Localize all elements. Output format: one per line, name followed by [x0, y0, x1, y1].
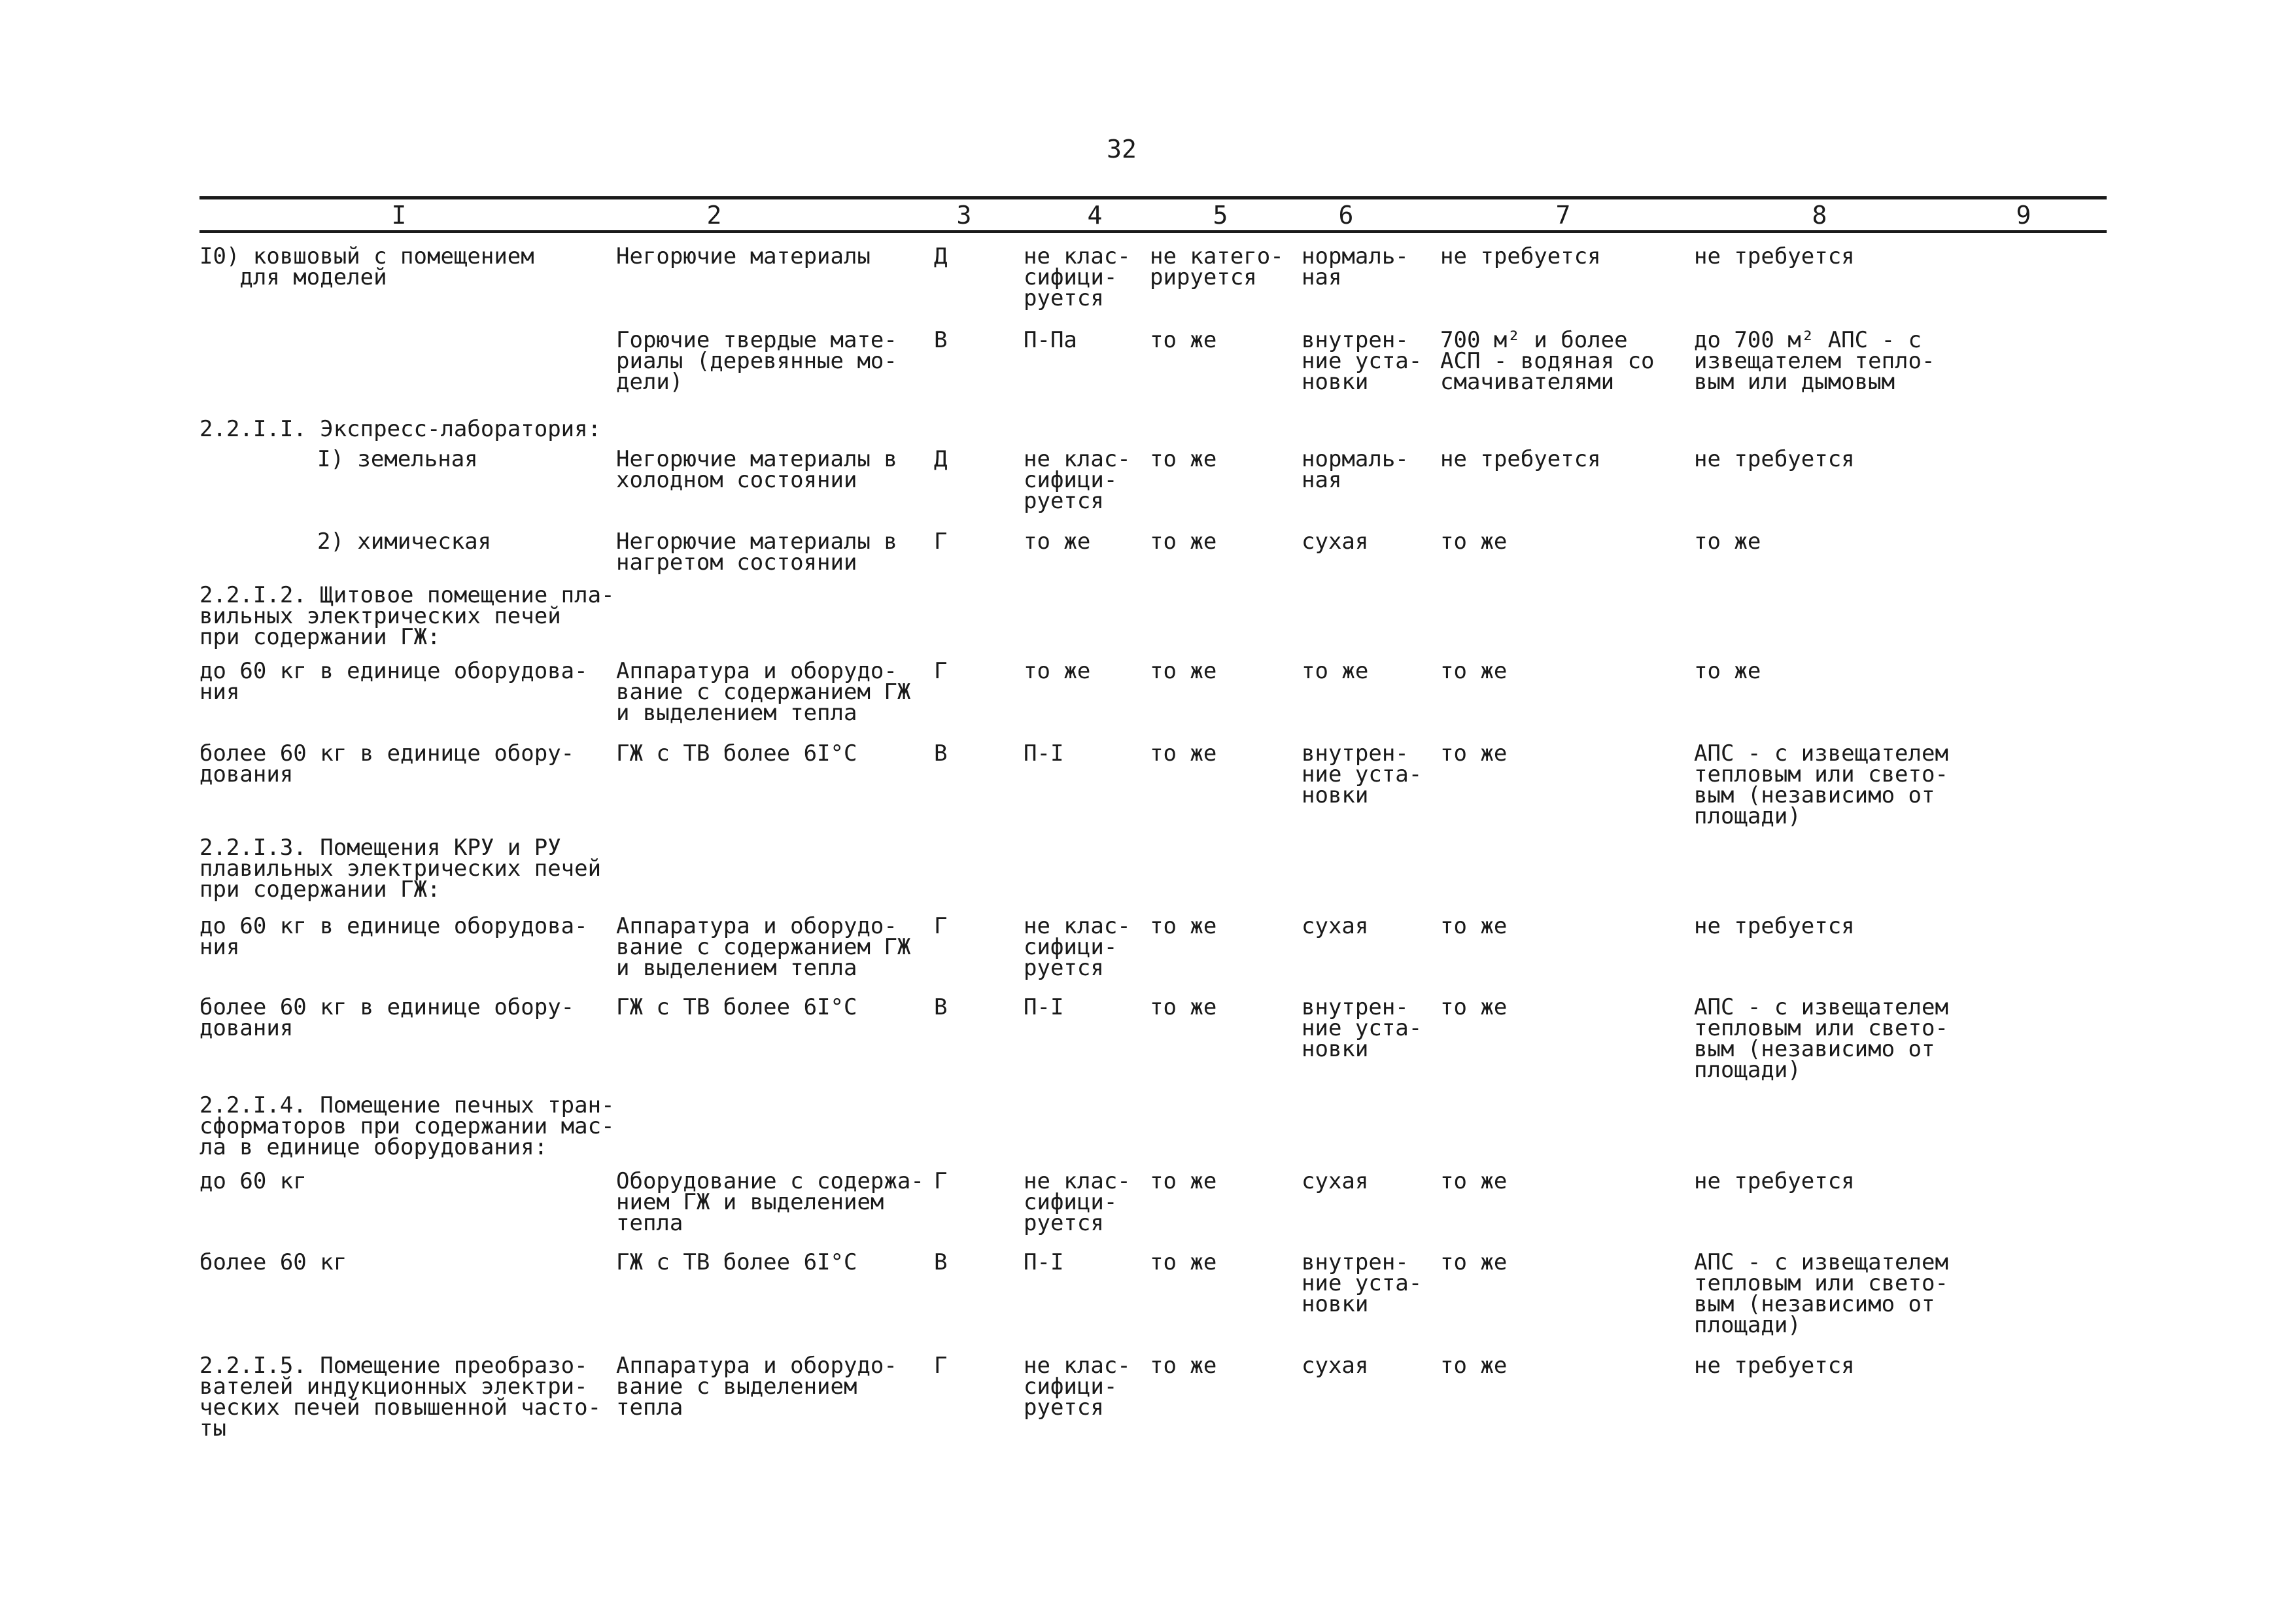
cell-col-6: внутрен- ние уста- новки [1302, 994, 1423, 1062]
cell-category: В [934, 1249, 948, 1275]
cell-zone-class: П-I [1024, 994, 1064, 1020]
cell-extinguishing: 700 м² и более АСП - водяная со смачивателями [1440, 327, 1655, 395]
cell-category: Г [934, 528, 948, 555]
cell-extinguishing: не требуется [1440, 243, 1601, 269]
cell-room: более 60 кг в единице обору- дования [199, 740, 575, 787]
table-header-bottom-rule [199, 230, 2107, 233]
page-number: 32 [1107, 135, 1137, 164]
cell-col-6: внутрен- ние уста- новки [1302, 740, 1423, 808]
cell-material: Негорючие материалы в нагретом состоянии [616, 528, 897, 576]
cell-room: до 60 кг [199, 1168, 307, 1194]
cell-col-5: то же [1150, 740, 1217, 767]
cell-category: Д [934, 243, 948, 269]
cell-extinguishing: не требуется [1440, 446, 1601, 472]
cell-room: до 60 кг в единице оборудова- ния [199, 658, 588, 705]
cell-col-5: не катего- рируется [1150, 243, 1284, 290]
cell-extinguishing: то же [1440, 740, 1508, 767]
cell-zone-class: не клас- сифици- руется [1024, 243, 1131, 311]
cell-room: 2) химическая [317, 528, 492, 555]
cell-alarm: АПС - с извещателем тепловым или свето- вым (независимо от площади) [1694, 740, 1948, 829]
table-body [0, 243, 2295, 1447]
cell-material: ГЖ с ТВ более 6I°С [616, 740, 857, 767]
table-row [0, 1249, 2295, 1355]
cell-category: Д [934, 446, 948, 472]
cell-col-5: то же [1150, 994, 1217, 1020]
cell-alarm: то же [1694, 528, 1761, 555]
cell-zone-class: то же [1024, 528, 1091, 555]
cell-col-5: то же [1150, 1168, 1217, 1194]
cell-room: до 60 кг в единице оборудова- ния [199, 913, 588, 960]
column-header-row [0, 200, 2295, 230]
table-row [0, 243, 2295, 330]
cell-zone-class: не клас- сифици- руется [1024, 446, 1131, 514]
table-row [0, 740, 2295, 837]
cell-col-6: сухая [1302, 1168, 1369, 1194]
cell-material: Аппаратура и оборудо- вание с содержанием ГЖ и выделением тепла [616, 913, 911, 981]
cell-extinguishing: то же [1440, 658, 1508, 684]
cell-alarm: не требуется [1694, 913, 1855, 939]
cell-material: Аппаратура и оборудо- вание с выделением тепла [616, 1353, 897, 1421]
cell-col-6: внутрен- ние уста- новки [1302, 1249, 1423, 1317]
cell-category: В [934, 740, 948, 767]
cell-col-6: нормаль- ная [1302, 243, 1409, 290]
cell-alarm: не требуется [1694, 1168, 1855, 1194]
cell-alarm: то же [1694, 658, 1761, 684]
cell-material: ГЖ с ТВ более 6I°С [616, 994, 857, 1020]
cell-material: Оборудование с содержа- нием ГЖ и выделением тепла [616, 1168, 924, 1236]
cell-alarm: не требуется [1694, 1353, 1855, 1379]
column-number-4: 4 [1087, 201, 1103, 230]
cell-zone-class: то же [1024, 658, 1091, 684]
section-heading: 2.2.I.I. Экспресс-лаборатория: [199, 416, 602, 442]
cell-zone-class: П-I [1024, 1249, 1064, 1275]
table-row [0, 994, 2295, 1095]
cell-alarm: АПС - с извещателем тепловым или свето- вым (независимо от площади) [1694, 994, 1948, 1083]
table-header-top-rule [199, 196, 2107, 199]
cell-col-6: сухая [1302, 913, 1369, 939]
cell-material: Негорючие материалы [616, 243, 871, 269]
cell-extinguishing: то же [1440, 1249, 1508, 1275]
column-number-3: 3 [956, 201, 972, 230]
cell-alarm: не требуется [1694, 446, 1855, 472]
table-row [0, 658, 2295, 743]
cell-category: Г [934, 1168, 948, 1194]
cell-category: Г [934, 658, 948, 684]
cell-material: ГЖ с ТВ более 6I°С [616, 1249, 857, 1275]
cell-material: Горючие твердые мате- риалы (деревянные мо- дели) [616, 327, 897, 395]
cell-zone-class: П-Па [1024, 327, 1077, 353]
cell-extinguishing: то же [1440, 528, 1508, 555]
section-heading: 2.2.I.2. Щитовое помещение пла- вильных электрических печей при содержании ГЖ: [199, 582, 615, 650]
cell-col-6: сухая [1302, 528, 1369, 555]
cell-col-5: то же [1150, 528, 1217, 555]
section-heading-row [0, 837, 2295, 916]
section-heading: 2.2.I.4. Помещение печных тран- сформаторов при содержании мас- ла в единице оборудования: [199, 1092, 615, 1160]
cell-room: 2.2.I.5. Помещение преобразо- вателей индукционных электри- ческих печей повышенной часто- ты [199, 1353, 602, 1442]
column-number-1: I [391, 201, 407, 230]
table-row [0, 327, 2295, 419]
cell-extinguishing: то же [1440, 1353, 1508, 1379]
section-heading-row [0, 1092, 2295, 1171]
cell-category: Г [934, 1353, 948, 1379]
cell-zone-class: не клас- сифици- руется [1024, 1353, 1131, 1421]
cell-col-6: то же [1302, 658, 1369, 684]
cell-col-5: то же [1150, 1353, 1217, 1379]
cell-material: Аппаратура и оборудо- вание с содержанием ГЖ и выделением тепла [616, 658, 911, 726]
cell-alarm: до 700 м² АПС - с извещателем тепло- вым или дымовым [1694, 327, 1935, 395]
cell-category: Г [934, 913, 948, 939]
cell-zone-class: не клас- сифици- руется [1024, 913, 1131, 981]
cell-zone-class: не клас- сифици- руется [1024, 1168, 1131, 1236]
column-number-8: 8 [1812, 201, 1827, 230]
column-number-2: 2 [706, 201, 722, 230]
cell-room: более 60 кг в единице обору- дования [199, 994, 575, 1041]
cell-col-5: то же [1150, 327, 1217, 353]
cell-material: Негорючие материалы в холодном состоянии [616, 446, 897, 493]
cell-zone-class: П-I [1024, 740, 1064, 767]
table-row [0, 446, 2295, 531]
column-number-9: 9 [2016, 201, 2031, 230]
table-row [0, 913, 2295, 997]
cell-extinguishing: то же [1440, 913, 1508, 939]
section-heading-row [0, 582, 2295, 661]
cell-col-6: внутрен- ние уста- новки [1302, 327, 1423, 395]
cell-category: В [934, 994, 948, 1020]
cell-col-5: то же [1150, 1249, 1217, 1275]
column-number-5: 5 [1213, 201, 1228, 230]
column-number-7: 7 [1555, 201, 1571, 230]
cell-extinguishing: то же [1440, 994, 1508, 1020]
cell-alarm: не требуется [1694, 243, 1855, 269]
column-number-6: 6 [1338, 201, 1354, 230]
table-row [0, 528, 2295, 585]
cell-col-5: то же [1150, 446, 1217, 472]
cell-room: I) земельная [317, 446, 478, 472]
section-heading: 2.2.I.3. Помещения КРУ и РУ плавильных электрических печей при содержании ГЖ: [199, 835, 602, 903]
section-heading-row [0, 416, 2295, 449]
cell-col-5: то же [1150, 913, 1217, 939]
cell-room: I0) ковшовый с помещением для моделей [199, 243, 534, 290]
cell-col-5: то же [1150, 658, 1217, 684]
cell-col-6: сухая [1302, 1353, 1369, 1379]
table-row [0, 1355, 2295, 1447]
cell-alarm: АПС - с извещателем тепловым или свето- вым (независимо от площади) [1694, 1249, 1948, 1338]
table-row [0, 1168, 2295, 1252]
cell-category: В [934, 327, 948, 353]
cell-extinguishing: то же [1440, 1168, 1508, 1194]
cell-room: более 60 кг [199, 1249, 347, 1275]
cell-col-6: нормаль- ная [1302, 446, 1409, 493]
